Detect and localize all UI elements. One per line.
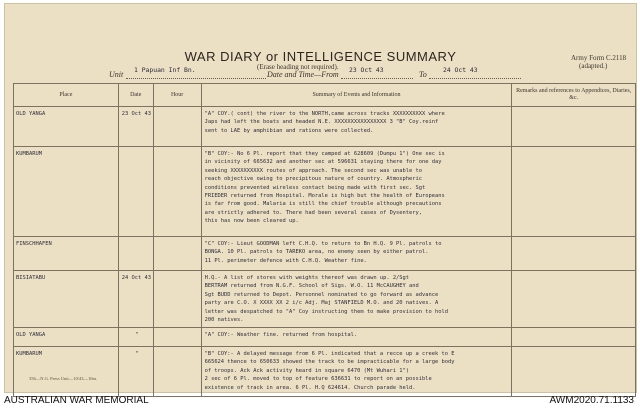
entry-place: OLD YANGA [14, 328, 119, 347]
entry-remarks [512, 271, 636, 328]
entry-hour [153, 271, 201, 328]
unit-value: 1 Papuan Inf Bn. [134, 66, 196, 74]
entry-place: BISIATABU [14, 271, 119, 328]
col-header-summary: Summary of Events and Information [201, 84, 512, 107]
summary-line: Sgt BUDD returned to Depot. Personnel nominated to go forward as advance [204, 291, 439, 298]
entry-summary [201, 347, 512, 397]
diary-entry-row [14, 347, 636, 397]
date-to-dotline [429, 78, 521, 79]
summary-line: this has now been cleared up. [204, 218, 299, 225]
summary-line: "A" COY:- Weather fine. returned from hospital. [204, 332, 358, 338]
summary-line: conditions prevented wireless contact being made with first sec. Sgt [204, 184, 426, 191]
summary-line: party are C.O. X XXXX XX 2 i/c Adj. Maj STANFIELD M.O. and 20 natives. A [204, 300, 439, 307]
entry-date: " [118, 347, 153, 397]
entry-hour [153, 237, 201, 271]
unit-dotline [126, 78, 266, 79]
entry-place: KUMBARUM [14, 347, 119, 397]
summary-line: BERTRAM returned from N.G.F. School of Sigs. W.O. 11 McCAUGHEY and [204, 283, 419, 290]
summary-line: sent to LAE by amphibian and rations were collected. [204, 127, 374, 134]
date-from: 23 Oct 43 [349, 66, 384, 74]
summary-line: 665624 thence to 650633 showed the track to be impracticable for a large body [204, 359, 455, 366]
col-header-place: Place [14, 84, 119, 107]
entry-hour [153, 347, 201, 397]
summary-line: "A" COY.( cont) the river to the NORTH,came across tracks XXXXXXXXXX where [204, 111, 445, 117]
diary-table [13, 83, 636, 397]
date-from-dotline [341, 78, 413, 79]
entry-date: " [118, 328, 153, 347]
diary-entry-row [14, 107, 636, 147]
summary-line: is far from good. Malaria is still the chief trouble although precautions [204, 201, 442, 208]
entry-place: FINSCHHAFEN [14, 237, 119, 271]
summary-line: 11 Pl. perimeter defence with C.H.Q. Weather fine. [204, 257, 367, 264]
entry-date: 23 Oct 43 [118, 107, 153, 147]
summary-line: FRIEDER returned from Hospital. Morale is high but the health of Europeans [204, 193, 445, 200]
column-headers [14, 84, 636, 107]
entry-hour [153, 328, 201, 347]
unit-label: Unit [109, 70, 124, 79]
entry-summary [201, 328, 512, 347]
to-label: To [419, 70, 427, 79]
summary-line: letter was despatched to "A" Coy instructing them to make provision to hold [204, 308, 448, 315]
summary-line: seeking XXXXXXXXXX routes of approach. The second sec was unable to [204, 167, 423, 174]
page-title: WAR DIARY or INTELLIGENCE SUMMARY [184, 49, 457, 64]
entry-place: KUMBARUM [14, 147, 119, 237]
col-header-remarks: Remarks and references to Appendices, Diaries, &c. [512, 84, 636, 107]
adapted-label: (adapted.) [579, 62, 608, 70]
summary-line: "B" COY:- A delayed message from 6 Pl. indicated that a recce up a creek to E [204, 351, 455, 357]
summary-line: are strictly adhered to. There had been several cases of Dysentery, [204, 209, 423, 216]
entry-date: 24 Oct 43 [118, 271, 153, 328]
entry-remarks [512, 107, 636, 147]
entry-summary [201, 147, 512, 237]
army-form-label: Army Form C.2118 [571, 54, 627, 62]
summary-line: H.Q.- A list of stores with weights thereof was drawn up. 2/Sgt [204, 275, 410, 281]
entry-remarks [512, 147, 636, 237]
summary-line: in vicinity of 665632 and another sec at 596631 staying there for one day [204, 159, 442, 166]
diary-entry-row [14, 328, 636, 347]
entry-date [118, 147, 153, 237]
summary-line: of troops. Ack Ack activity heard in square 6470 (Mt Wuhari 1") [204, 367, 410, 374]
date-time-label: Date and Time—From [267, 70, 339, 79]
entry-summary [201, 237, 512, 271]
entry-summary [201, 271, 512, 328]
summary-line: 2 sec of 6 Pl. moved to top of feature 636631 to report on an possible [204, 376, 432, 383]
diary-sheet [4, 3, 637, 393]
summary-line: "B" COY:- No 6 Pl. report that they camped at 628609 (Dumpu 1") One sec is [204, 151, 445, 157]
summary-line: "C" COY:- Lieut GOODMAN left C.H.Q. to return to Bn H.Q. 9 Pl. patrols to [204, 241, 442, 247]
entry-place: OLD YANGA [14, 107, 119, 147]
diary-entry-row [14, 271, 636, 328]
summary-line: 200 natives. [204, 317, 244, 324]
entry-remarks [512, 237, 636, 271]
diary-entry-row [14, 237, 636, 271]
summary-line: reach objective owing to precipitous nature of country. Atmospheric [204, 176, 423, 183]
subtitle: (Erase heading not required). [257, 63, 339, 71]
summary-line: BONGA. 10 Pl. patrols to TAREKO area, no enemy seen by either patrol. [204, 249, 429, 256]
print-footnote: 356—N.G. Press Unit—10/43—10m. [29, 376, 98, 381]
archive-caption: AUSTRALIAN WAR MEMORIAL [4, 395, 149, 406]
summary-line: existence of track in area. 6 Pl. H.Q 624614. Church parade held. [204, 384, 416, 391]
archive-reference: AWM2020.71.1133 [549, 395, 634, 406]
col-header-date: Date [118, 84, 153, 107]
entry-date [118, 237, 153, 271]
summary-line: Japs had left the boats and headed N.E. XXXXXXXXXXXXXXXX 3 "B" Coy.reinf [204, 119, 439, 126]
entry-remarks [512, 328, 636, 347]
entry-hour [153, 107, 201, 147]
entry-hour [153, 147, 201, 237]
col-header-hour: Hour [153, 84, 201, 107]
entry-summary [201, 107, 512, 147]
diary-entry-row [14, 147, 636, 237]
entry-remarks [512, 347, 636, 397]
date-to: 24 Oct 43 [443, 66, 478, 74]
